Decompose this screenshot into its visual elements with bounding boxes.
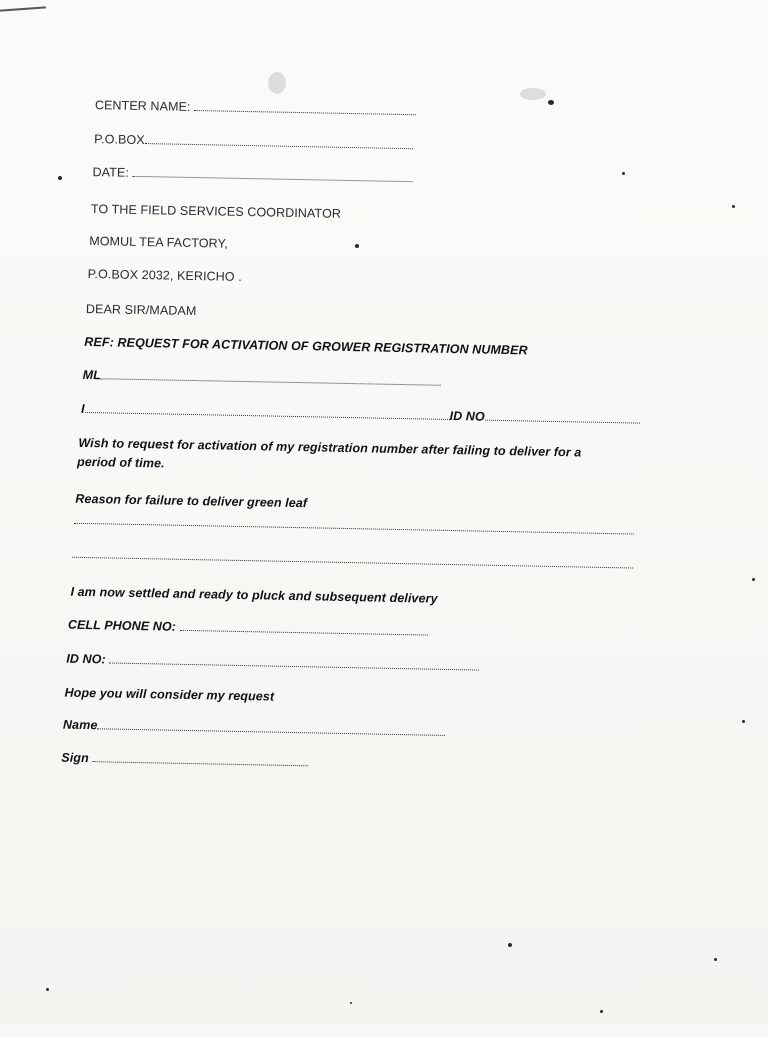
id-no-inline-blank[interactable] [485,410,640,424]
center-name-blank[interactable] [194,100,416,115]
reason-label: Reason for failure to deliver green leaf [75,491,308,511]
cell-phone-blank[interactable] [180,620,428,636]
hope-line: Hope you will consider my request [64,685,275,704]
id-no-inline-label: ID NO [449,408,485,424]
signature-blank[interactable] [92,751,308,766]
id-no-label: ID NO: [66,651,106,667]
sign-field [61,751,308,770]
i-label: I [80,401,85,416]
cell-phone-label: CELL PHONE NO: [67,617,177,634]
addressee-line-1: TO THE FIELD SERVICES COORDINATOR [90,202,342,221]
center-name-field [95,98,416,118]
reason-blank-line-1[interactable] [74,522,634,535]
id-no-blank[interactable] [109,652,479,670]
po-box-blank[interactable] [145,133,413,149]
name-blank[interactable] [97,718,445,736]
ml-label: ML [82,367,102,383]
settled-line: I am now settled and ready to pluck and subsequent delivery [70,584,438,606]
po-box-label: P.O.BOX [94,132,145,148]
date-label: DATE: [92,165,130,180]
name-label: Name [62,717,98,733]
request-text-line-2: period of time. [76,454,165,471]
id-no-field [66,652,479,674]
sign-label: Sign [61,750,89,766]
name-id-field [81,402,640,427]
salutation: DEAR SIR/MADAM [85,301,197,319]
ml-blank[interactable] [101,368,441,386]
reason-blank-line-2[interactable] [72,556,633,569]
name-field [63,718,446,739]
addressee-line-3: P.O.BOX 2032, KERICHO . [87,266,242,284]
full-name-blank[interactable] [85,402,450,420]
cell-phone-field [68,618,428,639]
addressee-line-2: MOMUL TEA FACTORY, [89,234,229,251]
request-text-line-1: Wish to request for activation of my registration number after failing to deliver for a [78,435,582,460]
ref-line: REF: REQUEST FOR ACTIVATION OF GROWER REGISTRATION NUMBER [84,334,528,358]
po-box-field [94,132,413,152]
ml-field [83,368,441,389]
date-blank[interactable] [133,166,413,182]
date-field [92,165,412,185]
center-name-label: CENTER NAME: [94,98,191,114]
